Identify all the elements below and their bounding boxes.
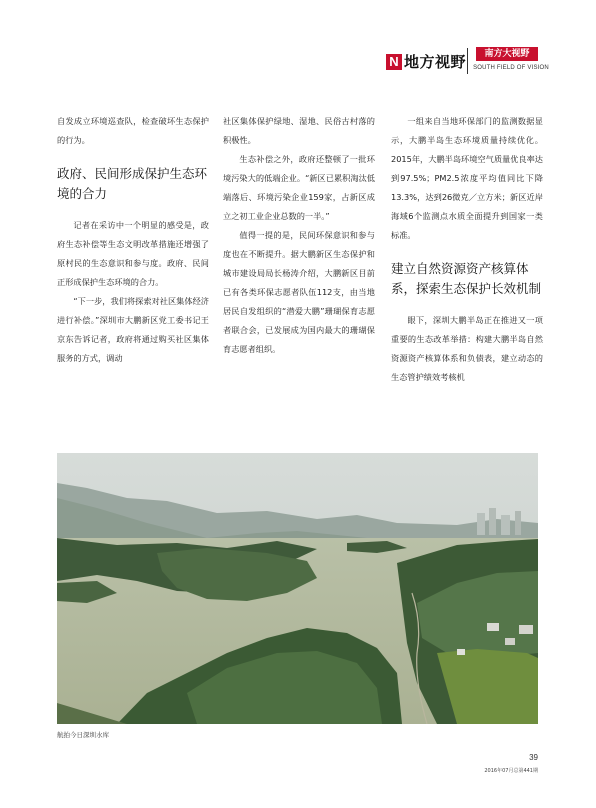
paragraph: 自发成立环境巡查队，检查破坏生态保护的行为。 (57, 116, 209, 145)
reservoir-aerial-photo (57, 453, 538, 724)
section-title: 地方视野 (404, 53, 467, 71)
paragraph: 值得一提的是，民间环保意识和参与度也在不断提升。据大鹏新区生态保护和城市建设局局长杨涛介绍，大鹏新区目前已有各类环保志愿者队伍112支，由当地居民自发组织的“潜爱大鹏”珊瑚保育志愿者联合会，已发展成为国内最大的珊瑚保育志愿者组织。 (223, 230, 375, 354)
article-column-2 (223, 112, 375, 359)
paragraph: 一组来自当地环保部门的监测数据显示，大鹏半岛生态环境质量持续优化。2015年，大鹏半岛环境空气质量优良率达到97.5%；PM2.5浓度平均值同比下降13.3%，达到26微克／立方米；新区近岸海域6个监测点水质全面提升到国家一类标准。 (391, 116, 543, 240)
section-heading: 建立自然资源资产核算体系，探索生态保护长效机制 (391, 261, 542, 296)
paragraph: 生态补偿之外，政府还整顿了一批环境污染大的低端企业。“新区已累积淘汰低端落后、环境污染企业159家，占新区成立之初工业企业总数的一半。” (223, 154, 375, 221)
paragraph: “下一步，我们将探索对社区集体经济进行补偿。”深圳市大鹏新区党工委书记王京东告诉记者，政府将通过购买社区集体服务的方式，调动 (57, 296, 209, 363)
issue-info: 2016年07月总第441期 (484, 768, 538, 774)
page-number: 39 (529, 753, 538, 762)
paragraph: 社区集体保护绿地、湿地、民俗古村落的积极性。 (223, 116, 375, 145)
magazine-logo-icon: N (386, 54, 402, 70)
section-badge: 南方大视野 (476, 47, 538, 61)
section-heading: 政府、民间形成保护生态环境的合力 (57, 166, 208, 201)
paragraph: 记者在采访中一个明显的感受是，政府生态补偿等生态文明改革措施还增强了原村民的生态意识和参与度。政府、民间正形成保护生态环境的合力。 (57, 220, 209, 287)
section-subtitle: SOUTH FIELD OF VISION (473, 65, 549, 71)
page-header (0, 0, 596, 80)
article-column-1 (57, 112, 209, 368)
paragraph: 眼下，深圳大鹏半岛正在推进又一项重要的生态改革举措：构建大鹏半岛自然资源资产核算体系和负债表，建立动态的生态管护绩效考核机 (391, 315, 543, 382)
photo-caption: 航拍今日深圳水库 (57, 731, 109, 739)
article-column-3 (391, 112, 543, 387)
